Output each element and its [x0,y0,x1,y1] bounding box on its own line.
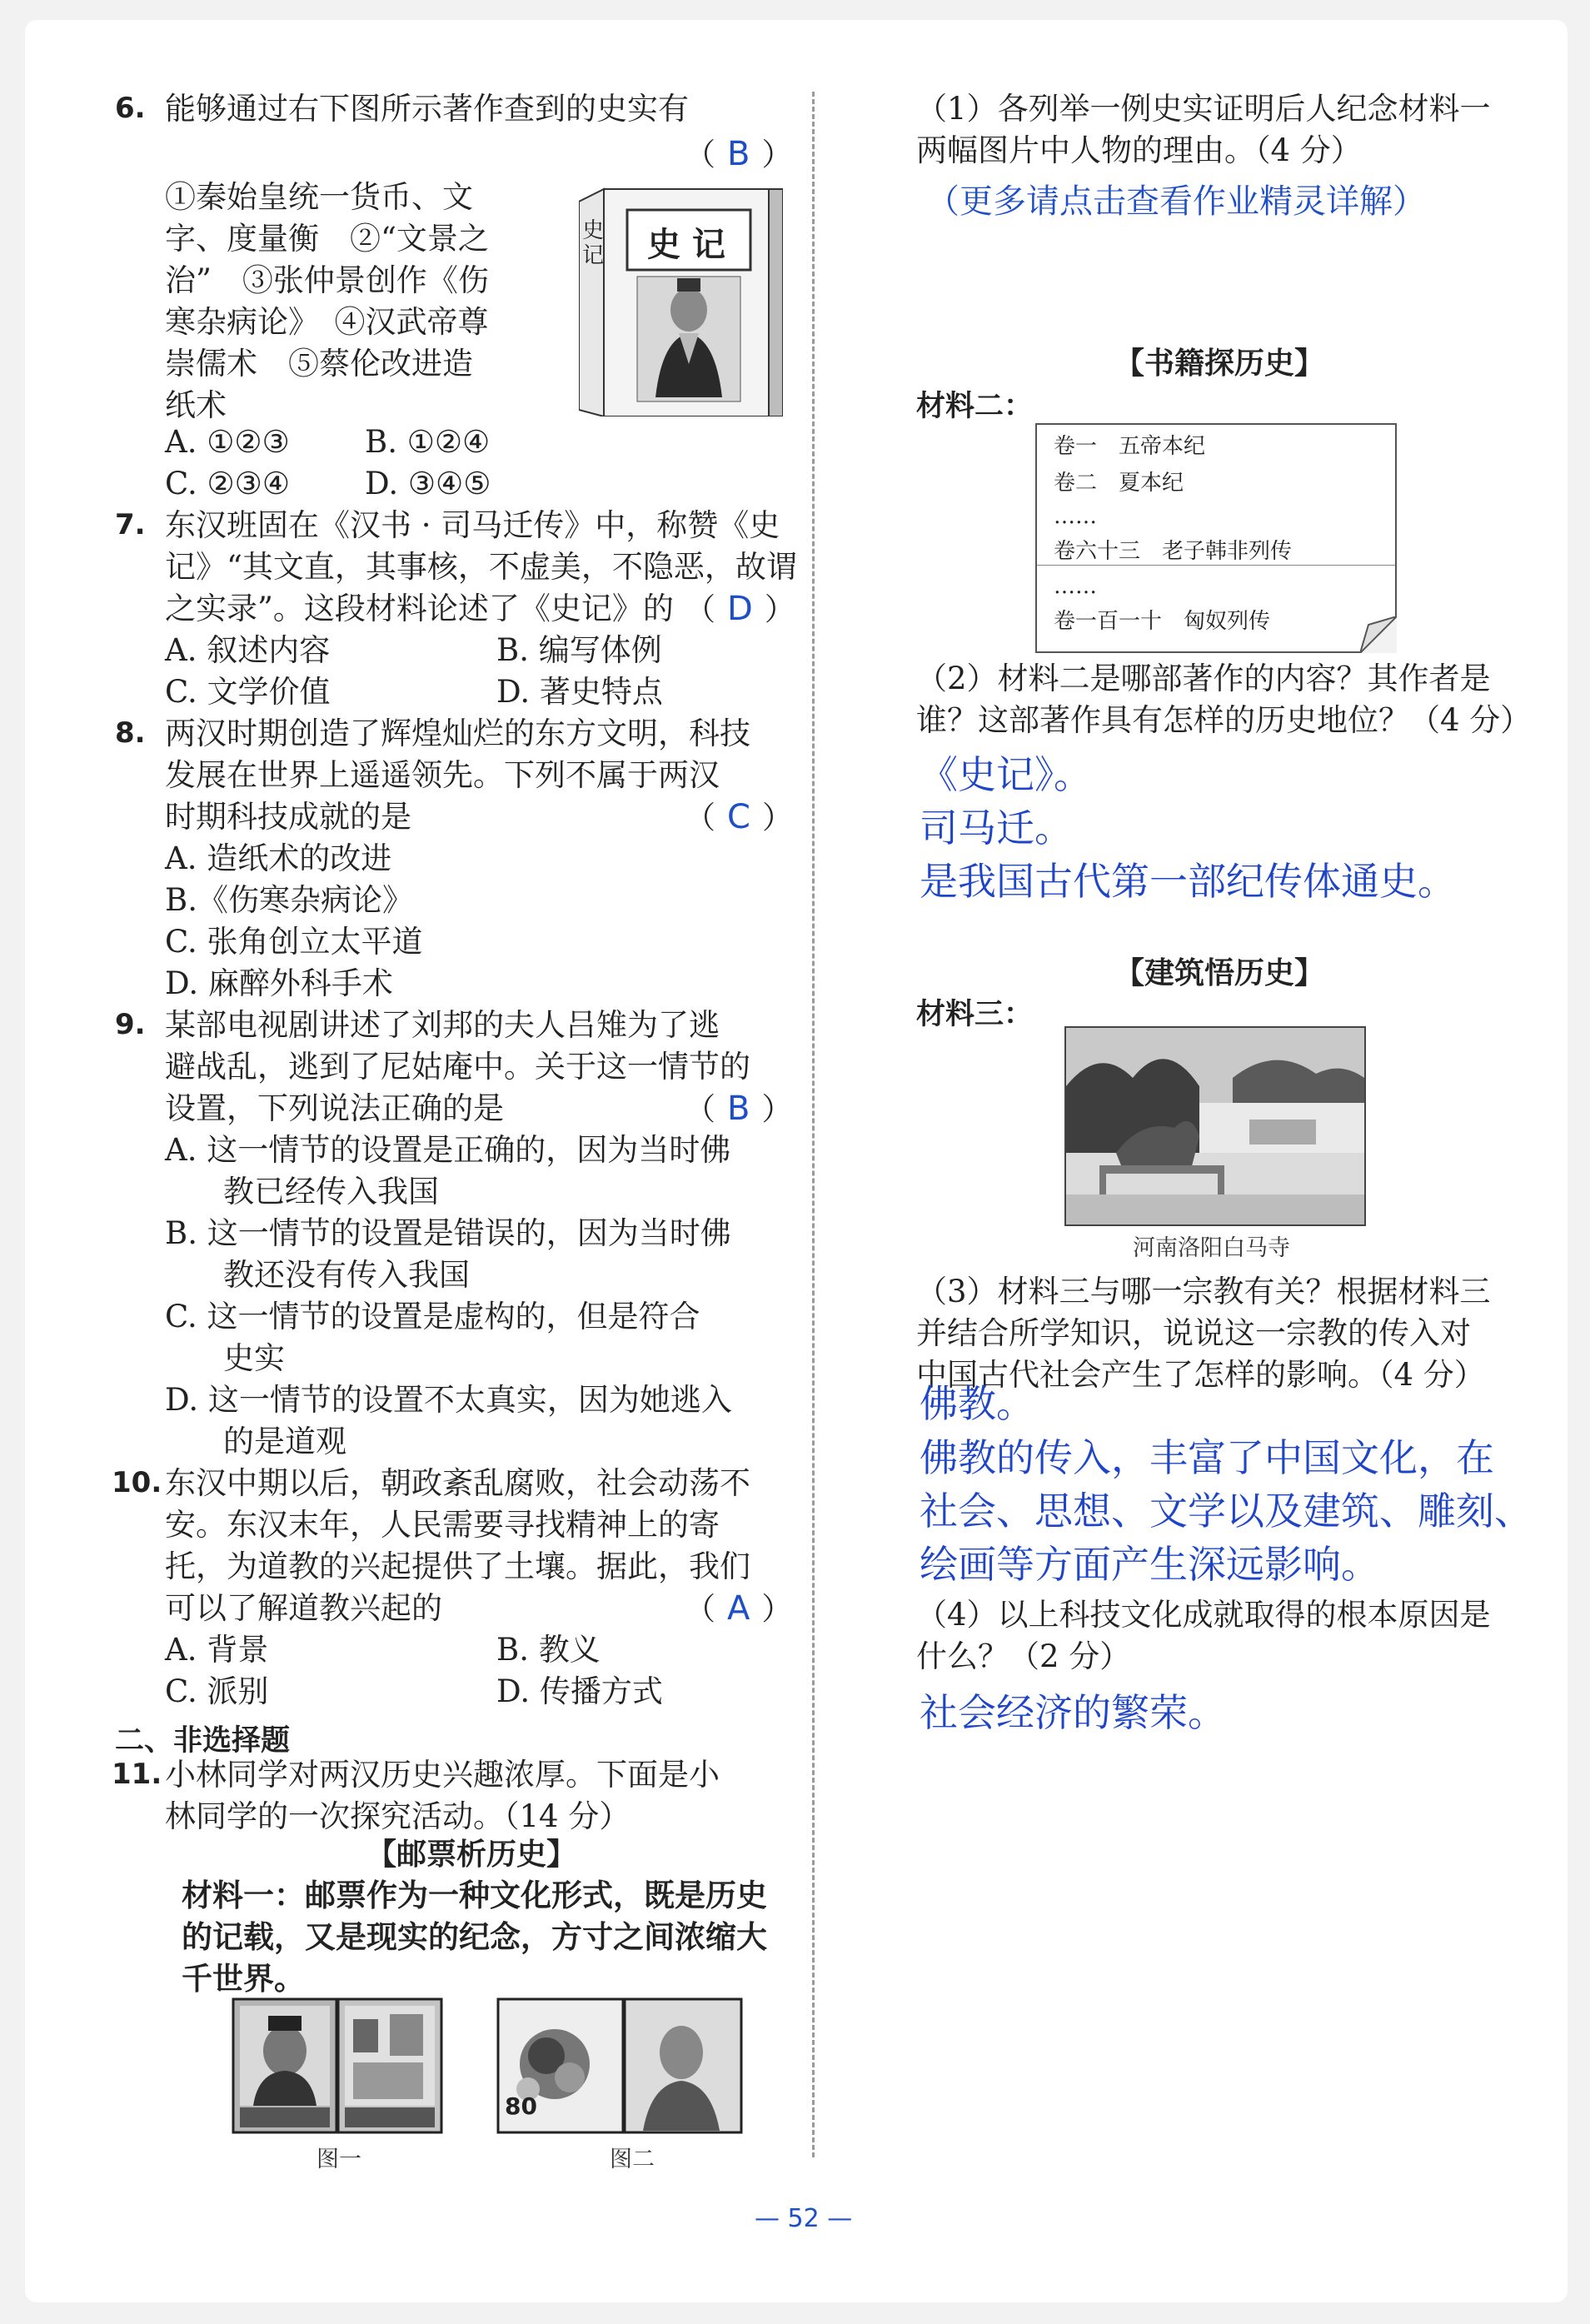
sub-question-2 [916,658,1531,741]
sub-question-line: （1）各列举一例史实证明后人纪念材料一 [916,91,1491,127]
option-a: A. ①②③ [165,424,290,460]
answer-line: 司马迁。 [920,805,1073,850]
column-divider [812,92,815,2157]
page-curl-icon [1360,616,1397,653]
option-c: C. 这一情节的设置是虚构的，但是符合 [165,1299,700,1334]
table-of-contents-card [1035,423,1397,653]
sub-question-4 [916,1594,1491,1678]
question-stem-line: 东汉中期以后，朝政紊乱腐败，社会动荡不 [165,1465,750,1501]
architecture-section-heading: 【建筑悟历史】 [1114,956,1325,990]
option-c-cont: 史实 [223,1340,285,1376]
question-stem-line: 两汉时期创造了辉煌灿烂的东方文明，科技 [165,716,750,751]
answer-bracket-8: （ C ） [685,798,793,836]
q6-options [165,421,798,505]
option-b: B. 教义 [496,1632,601,1668]
answer-letter: A [727,1589,750,1628]
question-stem-line: 安。东汉末年，人民需要寻找精神上的寄 [165,1507,720,1543]
option-c: C. 派别 [165,1673,269,1709]
question-number: 10. [112,1466,162,1499]
sub-question-line: 并结合所学知识，说说这一宗教的传入对 [916,1315,1471,1351]
book-title: 史 记 [647,225,725,264]
answer-line: 社会、思想、文学以及建筑、雕刻、 [920,1489,1533,1534]
answer-line: 绘画等方面产生深远影响。 [920,1542,1379,1587]
sub-question-2-answer [920,748,1456,908]
shiji-book-image [579,185,783,416]
q6-statement-line: 字、度量衡 ②“文景之 [165,221,489,257]
question-stem-line: 设置，下列说法正确的是 [165,1090,504,1126]
q6-statement-line: ①秦始皇统一货币、文 [165,179,473,215]
toc-divider [1037,565,1395,566]
toc-line: 卷一百一十 匈奴列传 [1054,609,1271,634]
sub-question-line: 什么？（2 分） [916,1638,1131,1674]
option-c: C. 张角创立太平道 [165,924,423,960]
answer-letter: C [727,798,750,836]
material-3-label: 材料三： [916,998,1034,1031]
q10-options [165,1629,798,1713]
solution-link[interactable]: （更多请点击查看作业精灵详解） [926,182,1426,221]
option-a-cont: 教已经传入我国 [223,1174,439,1209]
q6-statement-line: 寒杂病论》 ④汉武帝尊 [165,304,489,340]
material-2-label: 材料二： [916,390,1034,423]
sub-question-4-answer: 社会经济的繁荣。 [920,1690,1226,1735]
material-1 [182,1874,767,1999]
book-spine-title: 史记 [582,218,605,268]
answer-bracket-7: （ D ） [685,590,795,628]
question-stem-line: 发展在世界上遥遥领先。下列不属于两汉 [165,757,720,793]
question-number: 8. [115,716,146,750]
q7-options [165,630,798,713]
option-c: C. ②③④ [165,466,291,501]
question-number: 6. [115,92,146,125]
q8-options [165,838,423,1005]
white-horse-temple-photo [1064,1026,1366,1226]
sub-question-3 [916,1271,1491,1396]
material-1-line: 的记载，又是现实的纪念，方寸之间浓缩大 [182,1918,767,1955]
question-stem-line: 小林同学对两汉历史兴趣浓厚。下面是小 [165,1757,720,1793]
question-stem-line: 托，为道教的兴起提供了土壤。据此，我们 [165,1549,750,1584]
answer-bracket-6: （ B ） [685,135,793,173]
toc-line: 卷六十三 老子韩非列传 [1054,539,1293,564]
q9-options [165,1130,732,1463]
question-stem-line: 之实录”。这段材料论述了《史记》的 [165,591,674,626]
q6-statement-line: 治” ③张仲景创作《伤 [165,262,489,298]
option-b-cont: 教还没有传入我国 [223,1257,470,1293]
option-a: A. 这一情节的设置是正确的，因为当时佛 [165,1132,731,1168]
option-a: A. 叙述内容 [165,632,331,668]
question-stem-line: 东汉班固在《汉书 · 司马迁传》中，称赞《史 [165,507,780,543]
question-stem-line: 某部电视剧讲述了刘邦的夫人吕雉为了逃 [165,1007,720,1043]
sub-question-1 [916,88,1491,172]
option-d: D. 著史特点 [496,674,663,710]
answer-line: 《史记》。 [920,752,1092,797]
material-1-line: 材料一：邮票作为一种文化形式，既是历史 [182,1877,767,1913]
book-section-heading: 【书籍探历史】 [1114,347,1325,381]
figure-1-stamps [232,1997,443,2134]
q6-statement-list [165,177,489,426]
stamp-value: 80 [505,2092,537,2120]
question-number: 11. [112,1758,162,1791]
sub-question-3-answer [920,1383,1533,1591]
option-c: C. 文学价值 [165,674,331,710]
toc-line: 卷一 五帝本纪 [1054,434,1206,459]
q6-statement-line: 纸术 [165,387,227,423]
question-stem-line: 避战乱，逃到了尼姑庵中。关于这一情节的 [165,1049,750,1085]
option-a: A. 造纸术的改进 [165,840,392,876]
figure-1-caption: 图一 [317,2147,361,2172]
page-number: — 52 — [755,2204,853,2233]
sub-question-line: （4）以上科技文化成就取得的根本原因是 [916,1597,1491,1633]
answer-letter: B [727,1090,750,1128]
option-b: B. ①②④ [365,424,491,460]
photo-caption: 河南洛阳白马寺 [1133,1235,1290,1261]
option-d: D. 这一情节的设置不太真实，因为她逃入 [165,1382,732,1418]
answer-line: 佛教。 [920,1381,1034,1426]
option-b: B. 编写体例 [496,632,662,668]
option-d: D. ③④⑤ [365,466,491,501]
figure-2-stamps [496,1997,743,2134]
option-b: B.《伤寒杂病论》 [165,882,413,918]
sub-question-line: （2）材料二是哪部著作的内容？其作者是 [916,661,1491,696]
option-d: D. 麻醉外科手术 [165,965,393,1001]
section-heading-nonchoice: 二、非选择题 [115,1724,291,1758]
material-1-line: 千世界。 [182,1960,305,1997]
option-d-cont: 的是道观 [223,1424,346,1459]
toc-line: …… [1054,574,1097,599]
question-stem-line: 时期科技成就的是 [165,799,411,835]
answer-letter: B [727,135,750,173]
toc-line: 卷二 夏本纪 [1054,471,1184,496]
question-stem-line: 记》“其文直，其事核，不虚美，不隐恶，故谓 [165,549,797,585]
option-a: A. 背景 [165,1632,269,1668]
question-stem-line: 可以了解道教兴起的 [165,1590,442,1626]
question-number: 7. [115,508,146,541]
figure-2-caption: 图二 [610,2147,655,2172]
sub-question-line: 谁？这部著作具有怎样的历史地位？（4 分） [916,702,1532,738]
question-number: 9. [115,1008,146,1041]
answer-line: 佛教的传入，丰富了中国文化，在 [920,1435,1494,1480]
answer-line: 是我国古代第一部纪传体通史。 [920,859,1456,904]
stamp-section-heading: 【邮票析历史】 [366,1838,577,1872]
question-stem: 能够通过右下图所示著作查到的史实有 [165,91,689,127]
answer-bracket-9: （ B ） [685,1090,793,1128]
sub-question-line: （3）材料三与哪一宗教有关？根据材料三 [916,1274,1491,1309]
q6-statement-line: 崇儒术 ⑤蔡伦改进造 [165,346,473,382]
toc-line: …… [1054,504,1097,529]
answer-letter: D [727,590,753,628]
sub-question-line: 中国古代社会产生了怎样的影响。（4 分） [916,1357,1485,1393]
option-d: D. 传播方式 [496,1673,663,1709]
sub-question-line: 两幅图片中人物的理由。（4 分） [916,132,1362,168]
option-b: B. 这一情节的设置是错误的，因为当时佛 [165,1215,731,1251]
answer-bracket-10: （ A ） [685,1589,793,1628]
question-stem-line: 林同学的一次探究活动。（14 分） [165,1798,631,1834]
